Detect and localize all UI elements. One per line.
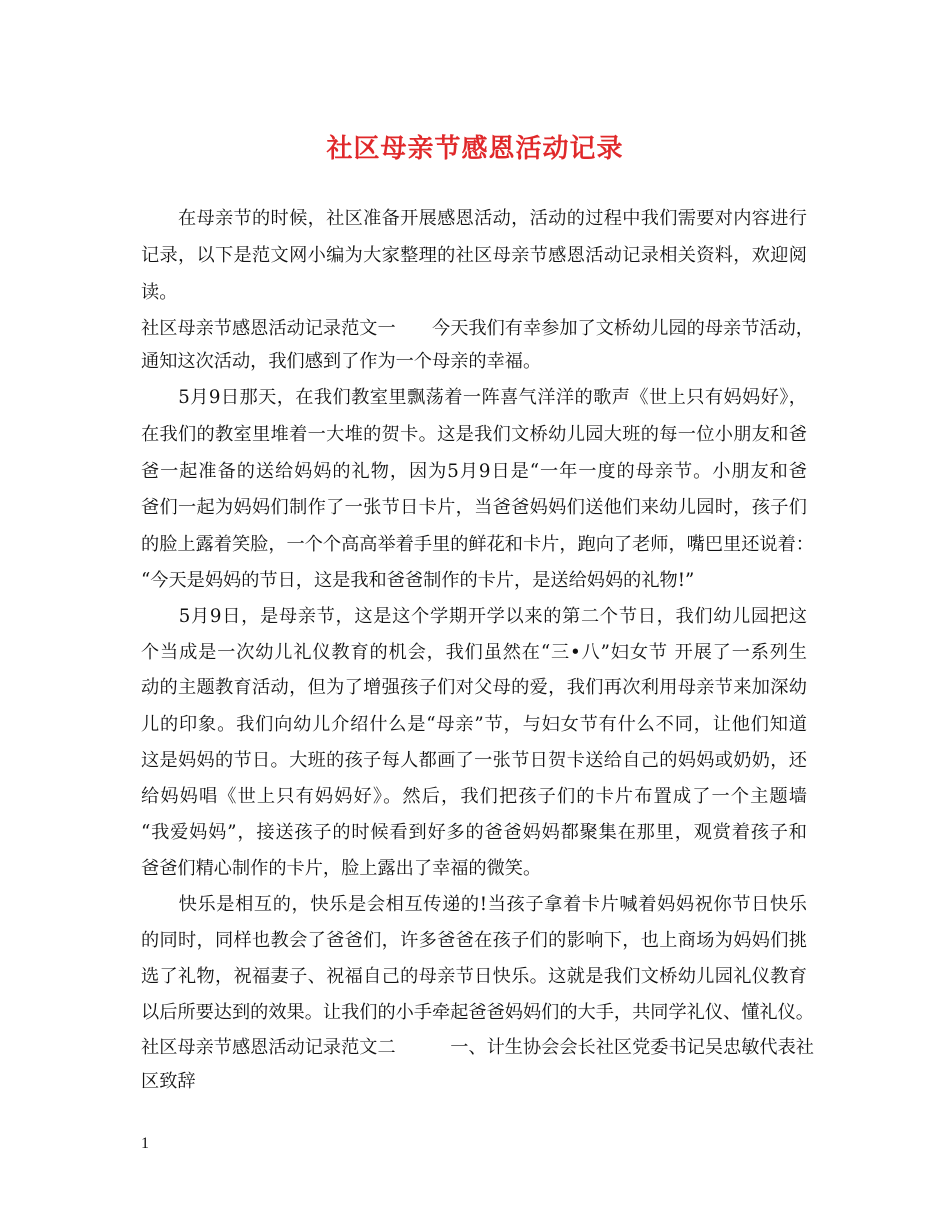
body-line: 爸爸们精心制作的卡片，脸上露出了幸福的微笑。	[141, 858, 542, 879]
body-line: 读。	[141, 282, 178, 303]
body-line: 以后所要达到的效果。让我们的小手牵起爸爸妈妈们的大手，共同学礼仪、懂礼仪。	[141, 1002, 814, 1023]
body-line: 爸们一起为妈妈们制作了一张节日卡片，当爸爸妈妈们送他们来幼儿园时，孩子们	[141, 497, 807, 518]
body-line: 选了礼物，祝福妻子、祝福自己的母亲节日快乐。这就是我们文桥幼儿园礼仪教育	[141, 966, 807, 987]
body-line: 的脸上露着笑脸，一个个高高举着手里的鲜花和卡片，跑向了老师，嘴巴里还说着：	[141, 534, 814, 555]
body-line: “今天是妈妈的节日，这是我和爸爸制作的卡片，是送给妈妈的礼物!”	[141, 570, 695, 591]
body-line: 区致辞	[141, 1071, 196, 1092]
body-line: 动的主题教育活动，但为了增强孩子们对父母的爱，我们再次利用母亲节来加深幼	[141, 677, 807, 698]
body-line: 儿的印象。我们向幼儿介绍什么是“母亲”节，与妇女节有什么不同，让他们知道	[141, 714, 807, 735]
body-line: 给妈妈唱《世上只有妈妈好》。然后，我们把孩子们的卡片布置成了一个主题墙	[141, 786, 807, 807]
body-line: 社区母亲节感恩活动记录范文一 今天我们有幸参加了文桥幼儿园的母亲节活动，	[141, 318, 814, 339]
body-line: 这是妈妈的节日。大班的孩子每人都画了一张节日贺卡送给自己的妈妈或奶奶，还	[141, 750, 807, 771]
body-line: 爸一起准备的送给妈妈的礼物，因为5月9日是“一年一度的母亲节。小朋友和爸	[141, 461, 807, 482]
body-line: 5月9日那天，在我们教室里飘荡着一阵喜气洋洋的歌声《世上只有妈妈好》，	[141, 387, 807, 408]
body-line: “我爱妈妈”，接送孩子的时候看到好多的爸爸妈妈都聚集在那里，观赏着孩子和	[141, 822, 807, 843]
body-line: 的同时，同样也教会了爸爸们，许多爸爸在孩子们的影响下，也上商场为妈妈们挑	[141, 930, 807, 951]
body-line: 通知这次活动，我们感到了作为一个母亲的幸福。	[141, 351, 542, 372]
body-line: 快乐是相互的，快乐是会相互传递的!当孩子拿着卡片喊着妈妈祝你节日快乐	[141, 894, 807, 915]
body-line: 社区母亲节感恩活动记录范文二 一、计生协会会长社区党委书记吴忠敏代表社	[141, 1037, 814, 1058]
body-line: 在母亲节的时候，社区准备开展感恩活动，活动的过程中我们需要对内容进行	[141, 208, 807, 229]
body-line: 记录，以下是范文网小编为大家整理的社区母亲节感恩活动记录相关资料，欢迎阅	[141, 245, 807, 266]
body-line: 在我们的教室里堆着一大堆的贺卡。这是我们文桥幼儿园大班的每一位小朋友和爸	[141, 424, 807, 445]
body-line: 5月9日，是母亲节，这是这个学期开学以来的第二个节日，我们幼儿园把这	[141, 606, 807, 627]
page-number: 1	[141, 1135, 149, 1152]
body-line: 个当成是一次幼儿礼仪教育的机会，我们虽然在“三•八”妇女节 开展了一系列生	[141, 642, 807, 663]
document-title: 社区母亲节感恩活动记录	[326, 134, 624, 164]
